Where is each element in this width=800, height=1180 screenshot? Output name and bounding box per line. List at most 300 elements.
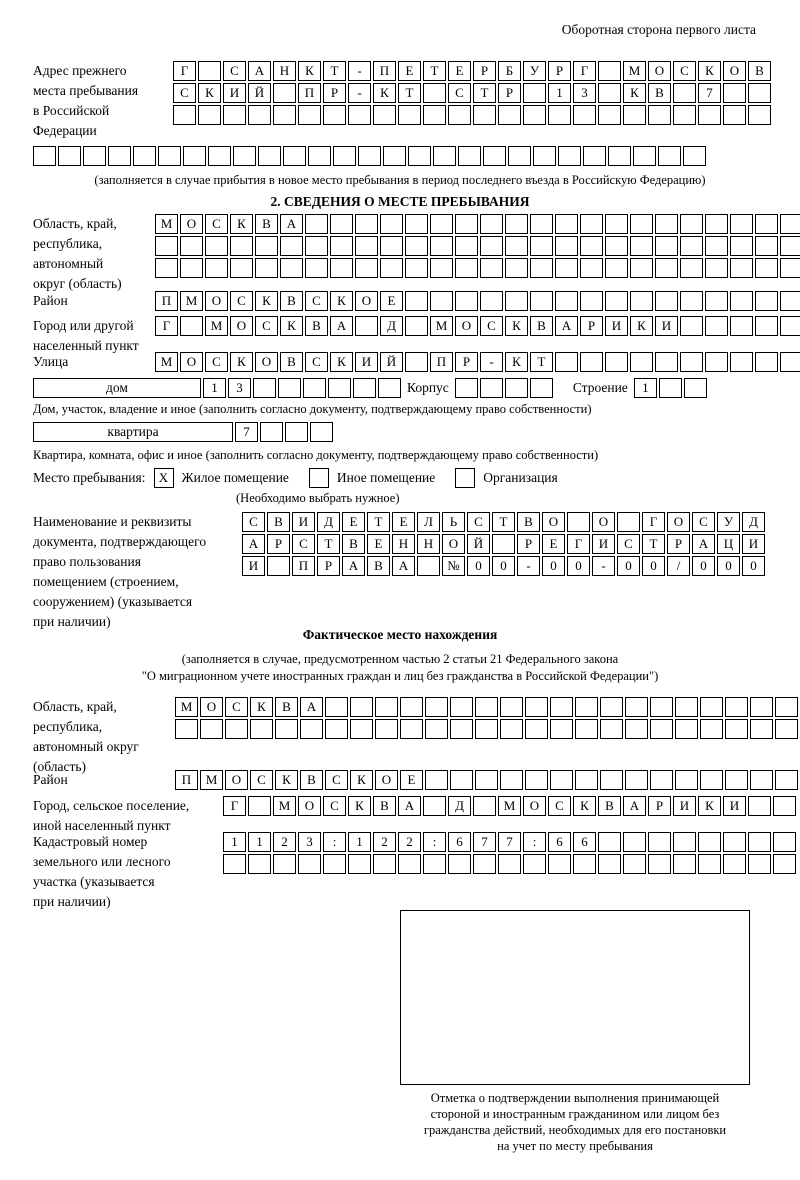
cell[interactable] — [305, 236, 328, 256]
cell[interactable] — [255, 258, 278, 278]
cell[interactable] — [755, 316, 778, 336]
cell[interactable] — [398, 105, 421, 125]
cell[interactable]: 6 — [573, 832, 596, 852]
cell[interactable]: 7 — [235, 422, 258, 442]
cell[interactable] — [348, 854, 371, 874]
cell[interactable] — [455, 214, 478, 234]
cell[interactable] — [400, 719, 423, 739]
cell[interactable] — [623, 832, 646, 852]
cell[interactable] — [755, 291, 778, 311]
cell[interactable] — [198, 61, 221, 81]
cell[interactable]: И — [742, 534, 765, 554]
cell[interactable] — [300, 719, 323, 739]
cell[interactable]: В — [748, 61, 771, 81]
cell[interactable] — [775, 719, 798, 739]
street-row[interactable] — [155, 352, 800, 372]
cell[interactable]: В — [367, 556, 390, 576]
cell[interactable] — [600, 697, 623, 717]
cell[interactable]: К — [255, 291, 278, 311]
cell[interactable]: 1 — [548, 83, 571, 103]
cell[interactable] — [675, 719, 698, 739]
cell[interactable] — [655, 214, 678, 234]
cell[interactable]: А — [392, 556, 415, 576]
cell[interactable]: 0 — [542, 556, 565, 576]
cell[interactable] — [550, 697, 573, 717]
cell[interactable] — [700, 697, 723, 717]
cell[interactable] — [180, 236, 203, 256]
cell[interactable] — [305, 258, 328, 278]
cell[interactable]: 0 — [567, 556, 590, 576]
cell[interactable]: В — [280, 352, 303, 372]
cell[interactable]: Ц — [717, 534, 740, 554]
cadastral-grid[interactable] — [223, 832, 798, 876]
cell[interactable]: 1 — [248, 832, 271, 852]
cell[interactable] — [680, 352, 703, 372]
cell[interactable]: А — [555, 316, 578, 336]
cell[interactable] — [255, 236, 278, 256]
cell[interactable]: В — [275, 697, 298, 717]
cell[interactable]: : — [323, 832, 346, 852]
cell[interactable]: О — [523, 796, 546, 816]
cell[interactable] — [700, 719, 723, 739]
cell[interactable] — [580, 258, 603, 278]
cell[interactable] — [730, 352, 753, 372]
cell[interactable] — [750, 697, 773, 717]
cell[interactable] — [650, 697, 673, 717]
checkbox-inoe[interactable] — [309, 468, 329, 488]
cell[interactable]: М — [498, 796, 521, 816]
cell[interactable]: Г — [155, 316, 178, 336]
cell[interactable]: М — [205, 316, 228, 336]
cell[interactable] — [310, 422, 333, 442]
cell[interactable]: - — [348, 83, 371, 103]
cell[interactable] — [523, 83, 546, 103]
cell[interactable]: Г — [642, 512, 665, 532]
cell[interactable]: - — [348, 61, 371, 81]
cell[interactable] — [555, 258, 578, 278]
cell[interactable]: К — [698, 796, 721, 816]
cell[interactable]: О — [225, 770, 248, 790]
cell[interactable] — [655, 236, 678, 256]
cell[interactable] — [480, 236, 503, 256]
cell[interactable]: Е — [398, 61, 421, 81]
cell[interactable] — [280, 236, 303, 256]
cell[interactable] — [198, 105, 221, 125]
cell[interactable]: Р — [517, 534, 540, 554]
cell[interactable] — [350, 697, 373, 717]
cell[interactable] — [58, 146, 81, 166]
cell[interactable] — [725, 719, 748, 739]
cell[interactable]: О — [455, 316, 478, 336]
cell[interactable] — [750, 719, 773, 739]
cell[interactable] — [748, 854, 771, 874]
document-row-1[interactable] — [242, 512, 767, 532]
cell[interactable] — [748, 796, 771, 816]
cell[interactable] — [673, 832, 696, 852]
cell[interactable]: 0 — [717, 556, 740, 576]
cell[interactable] — [730, 214, 753, 234]
cell[interactable]: 6 — [448, 832, 471, 852]
cell[interactable] — [725, 697, 748, 717]
cell[interactable]: И — [673, 796, 696, 816]
document-row-3[interactable] — [242, 556, 767, 576]
cell[interactable] — [475, 719, 498, 739]
cell[interactable] — [380, 258, 403, 278]
cell[interactable]: О — [592, 512, 615, 532]
cell[interactable] — [673, 83, 696, 103]
cell[interactable]: А — [623, 796, 646, 816]
cell[interactable]: С — [292, 534, 315, 554]
cell[interactable] — [375, 719, 398, 739]
stamp-box[interactable] — [400, 910, 750, 1085]
cell[interactable]: М — [155, 352, 178, 372]
cell[interactable] — [600, 770, 623, 790]
cell[interactable] — [680, 236, 703, 256]
cell[interactable]: М — [430, 316, 453, 336]
cell[interactable]: С — [223, 61, 246, 81]
cell[interactable]: С — [480, 316, 503, 336]
cell[interactable]: Р — [498, 83, 521, 103]
cell[interactable] — [725, 770, 748, 790]
cell[interactable] — [375, 697, 398, 717]
cell[interactable]: К — [348, 796, 371, 816]
cell[interactable] — [223, 854, 246, 874]
cell[interactable] — [423, 796, 446, 816]
cell[interactable]: А — [342, 556, 365, 576]
cell[interactable] — [260, 422, 283, 442]
cell[interactable] — [230, 236, 253, 256]
cell[interactable] — [530, 236, 553, 256]
cell[interactable]: 1 — [348, 832, 371, 852]
cell[interactable]: Р — [317, 556, 340, 576]
cell[interactable] — [248, 105, 271, 125]
cell[interactable] — [383, 146, 406, 166]
actual-region-row-1[interactable] — [175, 697, 800, 717]
cell[interactable] — [505, 258, 528, 278]
cell[interactable] — [630, 214, 653, 234]
cell[interactable] — [723, 832, 746, 852]
cell[interactable] — [430, 236, 453, 256]
cell[interactable]: А — [398, 796, 421, 816]
cell[interactable] — [455, 236, 478, 256]
cell[interactable] — [498, 854, 521, 874]
cell[interactable] — [278, 378, 301, 398]
cell[interactable]: Й — [248, 83, 271, 103]
cell[interactable] — [330, 214, 353, 234]
cell[interactable] — [523, 105, 546, 125]
cell[interactable] — [773, 796, 796, 816]
cell[interactable] — [398, 854, 421, 874]
cell[interactable]: К — [505, 316, 528, 336]
cell[interactable]: В — [530, 316, 553, 336]
cell[interactable]: К — [330, 291, 353, 311]
cell[interactable]: М — [180, 291, 203, 311]
cell[interactable] — [473, 105, 496, 125]
cell[interactable]: Д — [448, 796, 471, 816]
cell[interactable]: О — [648, 61, 671, 81]
cell[interactable] — [730, 316, 753, 336]
cell[interactable]: Г — [573, 61, 596, 81]
checkbox-organizaciya[interactable] — [455, 468, 475, 488]
cadastral-row-2[interactable] — [223, 854, 798, 874]
cell[interactable]: К — [505, 352, 528, 372]
cell[interactable] — [33, 146, 56, 166]
cell[interactable] — [175, 719, 198, 739]
korpus-cells[interactable] — [455, 378, 555, 398]
cell[interactable] — [500, 770, 523, 790]
cell[interactable]: И — [723, 796, 746, 816]
cell[interactable]: К — [630, 316, 653, 336]
cell[interactable] — [748, 105, 771, 125]
cell[interactable]: / — [667, 556, 690, 576]
cell[interactable] — [600, 719, 623, 739]
cell[interactable] — [380, 214, 403, 234]
cell[interactable]: С — [673, 61, 696, 81]
region-row-1[interactable] — [155, 214, 800, 234]
cell[interactable] — [555, 291, 578, 311]
cell[interactable]: 1 — [634, 378, 657, 398]
cell[interactable] — [650, 719, 673, 739]
cell[interactable] — [473, 854, 496, 874]
cell[interactable]: Т — [423, 61, 446, 81]
cell[interactable] — [355, 214, 378, 234]
cell[interactable]: № — [442, 556, 465, 576]
cadastral-row-1[interactable] — [223, 832, 798, 852]
cell[interactable]: П — [155, 291, 178, 311]
district-row[interactable] — [155, 291, 800, 311]
cell[interactable]: Д — [317, 512, 340, 532]
cell[interactable]: 2 — [398, 832, 421, 852]
cell[interactable]: О — [255, 352, 278, 372]
cell[interactable]: С — [305, 291, 328, 311]
cell[interactable] — [423, 83, 446, 103]
cell[interactable]: 1 — [203, 378, 226, 398]
cell[interactable] — [425, 770, 448, 790]
cell[interactable]: Й — [380, 352, 403, 372]
cell[interactable]: К — [373, 83, 396, 103]
cell[interactable] — [417, 556, 440, 576]
cell[interactable] — [498, 105, 521, 125]
cell[interactable]: С — [255, 316, 278, 336]
cell[interactable]: О — [375, 770, 398, 790]
cell[interactable]: В — [342, 534, 365, 554]
cell[interactable] — [248, 796, 271, 816]
cell[interactable]: Н — [392, 534, 415, 554]
cell[interactable] — [405, 214, 428, 234]
cell[interactable]: С — [692, 512, 715, 532]
actual-region-row-2[interactable] — [175, 719, 800, 739]
cell[interactable]: О — [298, 796, 321, 816]
cell[interactable]: Н — [273, 61, 296, 81]
cell[interactable] — [500, 697, 523, 717]
cell[interactable] — [378, 378, 401, 398]
cell[interactable] — [548, 854, 571, 874]
cell[interactable] — [408, 146, 431, 166]
cell[interactable]: А — [300, 697, 323, 717]
cell[interactable] — [698, 854, 721, 874]
cell[interactable] — [425, 697, 448, 717]
cell[interactable] — [405, 352, 428, 372]
cell[interactable]: 7 — [473, 832, 496, 852]
cell[interactable] — [480, 378, 503, 398]
flat-row[interactable] — [33, 422, 335, 442]
cell[interactable] — [298, 105, 321, 125]
cell[interactable] — [253, 378, 276, 398]
cell[interactable]: Р — [473, 61, 496, 81]
cell[interactable]: Ь — [442, 512, 465, 532]
cell[interactable] — [648, 105, 671, 125]
cell[interactable]: В — [280, 291, 303, 311]
cell[interactable] — [530, 378, 553, 398]
cell[interactable]: О — [442, 534, 465, 554]
cell[interactable] — [650, 770, 673, 790]
cell[interactable]: Т — [323, 61, 346, 81]
cell[interactable] — [492, 534, 515, 554]
cell[interactable] — [723, 83, 746, 103]
cell[interactable]: А — [692, 534, 715, 554]
stroenie-cells[interactable] — [634, 378, 709, 398]
cell[interactable] — [605, 258, 628, 278]
cell[interactable] — [273, 854, 296, 874]
cell[interactable] — [533, 146, 556, 166]
cell[interactable] — [303, 378, 326, 398]
cell[interactable]: О — [723, 61, 746, 81]
cell[interactable] — [575, 770, 598, 790]
cell[interactable]: : — [423, 832, 446, 852]
cell[interactable] — [648, 832, 671, 852]
cell[interactable] — [475, 770, 498, 790]
cell[interactable]: Й — [467, 534, 490, 554]
cell[interactable] — [680, 316, 703, 336]
cell[interactable] — [558, 146, 581, 166]
cell[interactable]: А — [242, 534, 265, 554]
cell[interactable] — [273, 105, 296, 125]
cell[interactable]: П — [175, 770, 198, 790]
cell[interactable]: С — [230, 291, 253, 311]
cell[interactable]: О — [355, 291, 378, 311]
cell[interactable] — [223, 105, 246, 125]
cell[interactable] — [598, 854, 621, 874]
cell[interactable] — [505, 291, 528, 311]
region-grid[interactable] — [155, 214, 800, 280]
cell[interactable] — [325, 697, 348, 717]
cell[interactable]: И — [355, 352, 378, 372]
cell[interactable] — [328, 378, 351, 398]
cell[interactable] — [480, 258, 503, 278]
cell[interactable]: В — [300, 770, 323, 790]
cell[interactable] — [525, 770, 548, 790]
cell[interactable]: Е — [400, 770, 423, 790]
cell[interactable] — [333, 146, 356, 166]
cell[interactable]: В — [517, 512, 540, 532]
cell[interactable] — [155, 258, 178, 278]
cell[interactable] — [400, 697, 423, 717]
cell[interactable] — [684, 378, 707, 398]
cell[interactable]: М — [200, 770, 223, 790]
cell[interactable] — [723, 105, 746, 125]
cell[interactable] — [648, 854, 671, 874]
region-row-3[interactable] — [155, 258, 800, 278]
cell[interactable] — [550, 770, 573, 790]
prev-address-row-2[interactable] — [173, 83, 773, 103]
cell[interactable] — [480, 214, 503, 234]
cell[interactable]: 0 — [467, 556, 490, 576]
cell[interactable] — [605, 214, 628, 234]
region-row-2[interactable] — [155, 236, 800, 256]
cell[interactable]: Г — [173, 61, 196, 81]
cell[interactable] — [705, 291, 728, 311]
cell[interactable]: Р — [267, 534, 290, 554]
cell[interactable] — [430, 258, 453, 278]
house-row[interactable] — [33, 378, 709, 398]
cell[interactable]: Т — [473, 83, 496, 103]
prev-address-row-1[interactable] — [173, 61, 773, 81]
cell[interactable]: О — [667, 512, 690, 532]
cell[interactable] — [355, 258, 378, 278]
place-type-row[interactable] — [33, 468, 558, 488]
cell[interactable] — [748, 83, 771, 103]
cell[interactable]: К — [250, 697, 273, 717]
cell[interactable] — [680, 258, 703, 278]
cell[interactable]: Р — [667, 534, 690, 554]
cell[interactable] — [780, 258, 800, 278]
cell[interactable]: П — [430, 352, 453, 372]
cell[interactable] — [83, 146, 106, 166]
cell[interactable] — [575, 719, 598, 739]
cell[interactable]: С — [548, 796, 571, 816]
cell[interactable] — [625, 719, 648, 739]
cell[interactable] — [280, 258, 303, 278]
city-row[interactable] — [155, 316, 800, 336]
cell[interactable]: В — [373, 796, 396, 816]
cell[interactable]: Е — [542, 534, 565, 554]
cell[interactable]: В — [648, 83, 671, 103]
cell[interactable] — [455, 378, 478, 398]
cell[interactable]: А — [280, 214, 303, 234]
actual-region-grid[interactable] — [175, 697, 800, 741]
cell[interactable]: : — [523, 832, 546, 852]
cell[interactable] — [625, 697, 648, 717]
cell[interactable]: С — [448, 83, 471, 103]
house-cells[interactable] — [203, 378, 403, 398]
cell[interactable]: С — [225, 697, 248, 717]
cell[interactable]: И — [223, 83, 246, 103]
cell[interactable] — [458, 146, 481, 166]
cell[interactable] — [780, 214, 800, 234]
cell[interactable]: К — [350, 770, 373, 790]
cell[interactable] — [525, 719, 548, 739]
cell[interactable] — [330, 236, 353, 256]
cell[interactable]: К — [573, 796, 596, 816]
cell[interactable] — [405, 316, 428, 336]
cell[interactable]: П — [373, 61, 396, 81]
cell[interactable] — [133, 146, 156, 166]
cell[interactable] — [205, 258, 228, 278]
cell[interactable] — [730, 236, 753, 256]
cell[interactable] — [723, 854, 746, 874]
cell[interactable] — [275, 719, 298, 739]
cell[interactable] — [180, 258, 203, 278]
cell[interactable]: С — [205, 352, 228, 372]
cell[interactable]: Т — [317, 534, 340, 554]
cell[interactable]: Е — [380, 291, 403, 311]
cell[interactable]: С — [325, 770, 348, 790]
cell[interactable] — [373, 854, 396, 874]
actual-city-row[interactable] — [223, 796, 798, 816]
cell[interactable] — [205, 236, 228, 256]
cell[interactable]: - — [517, 556, 540, 576]
cell[interactable] — [348, 105, 371, 125]
